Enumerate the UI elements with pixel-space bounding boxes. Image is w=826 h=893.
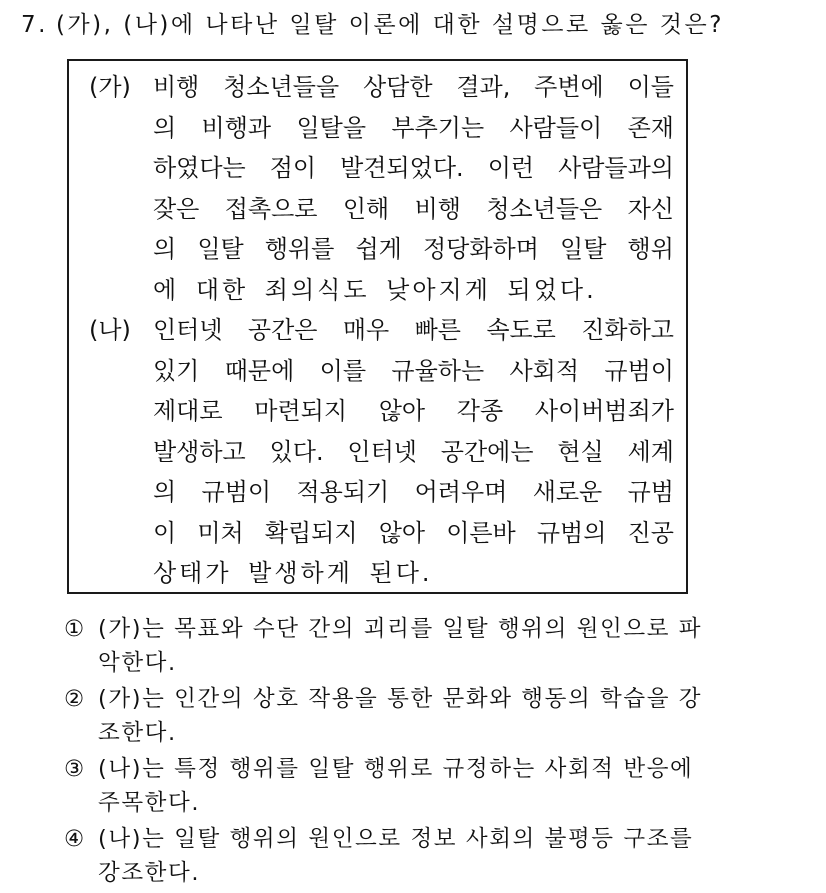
passage-word: 각종 [456, 397, 504, 425]
passage-word: 공간은 [247, 316, 318, 344]
passage-word: 비행 [414, 194, 461, 223]
passage-word: 속도로 [486, 316, 556, 344]
passage-word: 현실 [557, 437, 604, 466]
passage-word: 이른바 [446, 518, 516, 547]
passage-word: 않아 [378, 397, 426, 425]
passage-word: 사람들이 [509, 113, 603, 142]
option-text: (가)는 인간의 상호 작용을 통한 문화와 행동의 학습을 강 [98, 686, 703, 712]
passage-line: 에 대한 죄의식도 낮아지게 되었다. [153, 275, 597, 304]
passage-word: 진화하고 [581, 316, 674, 344]
passage-line-text [153, 310, 674, 351]
question-stem [21, 6, 811, 39]
passage-word: 하였다는 [153, 154, 246, 182]
passage-ga [89, 67, 674, 310]
passage-word: 쉽게 [355, 235, 402, 263]
answer-option[interactable] [64, 752, 764, 820]
passage-line [89, 67, 674, 108]
passage-word: 의 [153, 113, 177, 142]
passage-word: 사회적 [509, 356, 580, 385]
passage-word: 자신 [627, 194, 674, 223]
option-first-line [64, 682, 764, 716]
passage-word: 마련되지 [254, 397, 348, 425]
passage-line [89, 310, 674, 351]
passage-line [153, 432, 674, 473]
passage-line [153, 108, 674, 149]
option-first-line [64, 612, 764, 646]
passage-word: 사이버범죄가 [534, 397, 674, 425]
option-number: ① [64, 616, 86, 642]
passage-word: 인터넷 [347, 437, 417, 466]
passage-marker: (나) [89, 316, 131, 344]
passage-word: 사람들과의 [558, 154, 674, 182]
passage-word: 않아 [378, 518, 426, 547]
passage-word: 행위 [627, 235, 674, 263]
question-text: (가), (나)에 나타난 일탈 이론에 대한 설명으로 옳은 것은? [55, 12, 724, 38]
passage-word: 이를 [319, 356, 367, 385]
option-text: (나)는 일탈 행위의 원인으로 정보 사회의 불평등 구조를 [98, 826, 694, 852]
passage-word: 비행 [153, 73, 200, 101]
passage-word: 있다. [269, 437, 324, 466]
passage-word: 규율하는 [391, 356, 485, 385]
passage-marker: (가) [89, 73, 131, 101]
passage-line [153, 513, 674, 554]
option-text-continued: 악한다. [98, 650, 177, 676]
passage-word: 미처 [197, 518, 244, 547]
option-text-continued: 주목한다. [98, 790, 201, 816]
passage-line [153, 472, 674, 513]
passage-word: 잦은 [153, 194, 200, 223]
passage-word: 세계 [627, 437, 674, 466]
passage-word: 의 [153, 235, 177, 263]
passage-word: 이들 [627, 73, 674, 101]
passage-word: 부추기는 [391, 113, 485, 142]
passage-word: 정당화하며 [423, 235, 539, 263]
passage-word: 확립되지 [264, 518, 358, 547]
passage-word: 규범이 [604, 356, 674, 385]
option-first-line [64, 752, 764, 786]
passage-word: 발견되었다. [340, 154, 464, 182]
answer-options [64, 612, 764, 890]
passage-word: 빠른 [414, 316, 461, 344]
passage-word: 어려우며 [414, 478, 508, 506]
passage-word: 일탈을 [296, 113, 367, 142]
passage-word: 행위를 [264, 235, 335, 263]
passage-word: 규범 [627, 478, 674, 506]
option-number: ③ [64, 756, 86, 782]
passage-word: 규범이 [201, 478, 272, 506]
passage-word: 매우 [342, 316, 390, 344]
passage-word: 비행과 [201, 113, 272, 142]
answer-option[interactable] [64, 682, 764, 750]
passage-word: 의 [153, 478, 177, 506]
passage-word: 점이 [269, 154, 317, 182]
passage-word: 일탈 [197, 235, 244, 263]
passage-na [89, 310, 674, 594]
passage-word: 상담한 [362, 73, 433, 101]
passage-line [153, 391, 674, 432]
passage-line [153, 351, 674, 392]
option-text: (가)는 목표와 수단 간의 괴리를 일탈 행위의 원인으로 파 [98, 616, 703, 642]
passage-word: 제대로 [153, 397, 223, 425]
answer-option[interactable] [64, 822, 764, 890]
passage-word: 접촉으로 [224, 194, 318, 223]
passage-line [153, 148, 674, 189]
passage-word: 주변에 [534, 73, 604, 101]
question-number: 7. [21, 12, 48, 38]
answer-option[interactable] [64, 612, 764, 680]
passage-word: 존재 [627, 113, 674, 142]
option-number: ④ [64, 826, 86, 852]
passage-word: 공간에는 [440, 437, 534, 466]
passage-word: 적용되기 [296, 478, 390, 506]
passage-word: 새로운 [532, 478, 603, 506]
passage-word: 진공 [627, 518, 674, 547]
passage-word: 발생하고 [153, 437, 246, 466]
passage-word: 인해 [342, 194, 390, 223]
passage-word: 이 [153, 518, 177, 547]
passage-word: 청소년들을 [223, 73, 340, 101]
passage-word: 때문에 [224, 356, 295, 385]
passage-line: 상태가 발생하게 된다. [153, 559, 433, 587]
passage-box [67, 59, 688, 594]
option-text-continued: 강조한다. [98, 860, 201, 886]
passage-word: 인터넷 [153, 316, 223, 344]
passage-line [153, 189, 674, 230]
passage-word: 이런 [487, 154, 535, 182]
passage-line [153, 229, 674, 270]
passage-word: 일탈 [560, 235, 607, 263]
option-text: (나)는 특정 행위를 일탈 행위로 규정하는 사회적 반응에 [98, 756, 694, 782]
option-number: ② [64, 686, 86, 712]
passage-line-text [153, 67, 674, 108]
option-first-line [64, 822, 764, 856]
passage-word: 규범의 [536, 518, 607, 547]
passage-word: 있기 [153, 356, 200, 385]
option-text-continued: 조한다. [98, 720, 177, 746]
passage-word: 결과, [456, 73, 511, 101]
passage-word: 청소년들은 [486, 194, 603, 223]
